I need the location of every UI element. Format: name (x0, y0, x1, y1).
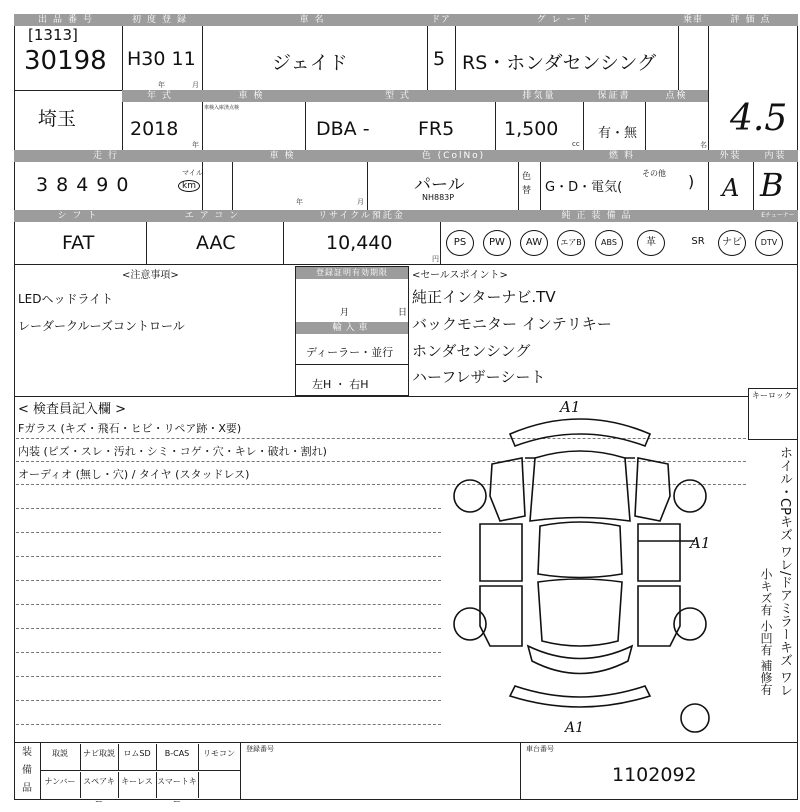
diagram-mark-rear: A1 (565, 720, 585, 736)
inspection-header: 車検 (202, 150, 367, 162)
aircon-header: エアコン (146, 210, 283, 222)
footer-item: スペアキー (80, 772, 119, 798)
model-code-header: 型式 (305, 90, 495, 102)
footer-item: ロムSD (118, 744, 157, 770)
mileage-miles-unit: マイル (182, 169, 203, 177)
reg-deadline-month: 月 (340, 308, 350, 318)
sales-line: 純正インターナビ.TV (412, 288, 556, 306)
key-lock-header: キーロック (752, 391, 792, 400)
doors-header: ドア (427, 14, 455, 26)
equipment-header: 純正装備品 (440, 210, 758, 222)
footer-label: 装備品 (22, 747, 32, 794)
equipment-badge: PW (483, 230, 511, 256)
diagram-mark-side: A1 (690, 534, 711, 552)
fuel-close: ) (688, 172, 695, 191)
seats-header: 乗車 (678, 14, 708, 26)
tv-header: Eチューナー (758, 210, 798, 222)
inspection-month-unit: 月 (357, 198, 364, 206)
car-name-header: 車名 (202, 14, 427, 26)
sales-header: <セールスポイント> (412, 270, 508, 281)
mileage-digit: 3 (36, 174, 57, 196)
displacement-value: 1,500 (504, 118, 559, 140)
sales-line: ホンダセンシング (412, 342, 531, 360)
recycle-unit: 円 (432, 255, 439, 263)
region-value: 埼玉 (38, 108, 77, 130)
exterior-header: 外装 (708, 150, 753, 162)
displacement-unit: cc (572, 140, 580, 148)
fuel-header: 燃料 (540, 150, 708, 162)
footer-item: スマートキー (156, 772, 199, 798)
equipment-badge: ナビ (718, 230, 746, 256)
notes-line: レーダークルーズコントロール (18, 319, 185, 333)
model-year-value: 2018 (130, 118, 179, 140)
equipment-badge: PS (446, 230, 474, 256)
lot-bracket: [1313] (28, 26, 78, 44)
legend-col2: 小キズ有 小凹有 補修有 (759, 568, 773, 696)
first-reg-value: H30 11 (127, 48, 196, 70)
car-damage-diagram (440, 396, 740, 736)
score-value: 4.5 (730, 98, 788, 139)
owners-unit: 名 (700, 141, 707, 149)
import-header: 輸入車 (296, 322, 408, 334)
displacement-header: 排気量 (495, 90, 583, 102)
grade-value: RS・ホンダセンシング (462, 52, 657, 74)
color-code: NH883P (422, 193, 455, 202)
interior-value: B (760, 166, 784, 204)
footer-item: B-CAS (156, 744, 199, 770)
chassis-value: 1102092 (612, 764, 697, 786)
sales-line: ハーフレザーシート (412, 368, 546, 386)
aircon-value: AAC (196, 232, 236, 254)
fuel-value: G・D・電気( (545, 180, 623, 195)
notes-line: LEDヘッドライト (18, 292, 114, 306)
import-handle: 左H ・ 右H (312, 378, 369, 391)
notes-header: <注意事項> (122, 270, 179, 281)
equipment-badge: エアB (557, 230, 585, 256)
legend-col1: ホイル・CPキズ ワレ/ドアミラーキズ ワレ (777, 446, 792, 697)
diagram-mark-front: A1 (560, 398, 581, 416)
cert-sub: 車検入庫済点検 (204, 105, 240, 111)
car-name-value: ジェイド (272, 52, 348, 74)
mileage-digit: 4 (76, 174, 97, 196)
score-header: 評価点 (708, 14, 798, 26)
warranty-value: 有・無 (598, 126, 638, 141)
color-value: パール (414, 175, 465, 195)
color-repaint-label: 色替 (522, 172, 532, 196)
model-year-header: 年式 (122, 90, 202, 102)
mileage-digit: 9 (96, 174, 117, 196)
inspector-line: 内装 (ピズ・スレ・汚れ・シミ・コゲ・穴・キレ・破れ・割れ) (18, 445, 327, 458)
fuel-other: その他 (642, 169, 666, 178)
chassis-label: 車台番号 (526, 745, 554, 753)
recycle-header: リサイクル預託金 (283, 210, 440, 222)
shift-value: FAT (62, 232, 95, 254)
import-value: ディーラー・並行 (306, 346, 394, 359)
footer-item: ナンバー (40, 772, 81, 798)
footer-item: キーレス (118, 772, 157, 798)
footer-item: 取説 (40, 744, 81, 770)
color-header: 色 (ColNo) (367, 150, 540, 162)
inspection-year-unit: 年 (296, 198, 303, 206)
footer-item: リモコン (198, 744, 241, 770)
exterior-value: A (722, 174, 740, 202)
equipment-badge: AW (520, 230, 548, 256)
first-reg-year-unit: 年 (158, 81, 165, 89)
interior-header: 内装 (753, 150, 798, 162)
model-code-prefix: DBA - (316, 118, 370, 140)
reg-deadline-header: 登録証明有効期限 (296, 267, 408, 279)
reg-no-label: 登録番号 (246, 745, 274, 753)
mileage-digit: 8 (56, 174, 77, 196)
inspector-header: < 検査員記入欄 > (18, 402, 127, 417)
recycle-value: 10,440 (326, 232, 393, 254)
mileage-header: 走行 (14, 150, 202, 162)
inspector-line: オーディオ (無し・穴) / タイヤ (スタッドレス) (18, 468, 250, 481)
sales-line: バックモニター インテリキー (412, 315, 612, 333)
footer-item: ナビ取説 (80, 744, 119, 770)
equipment-badge: DTV (755, 230, 783, 256)
equipment-badge: ABS (595, 230, 623, 256)
inspector-line: Fガラス (キズ・飛石・ヒビ・リペア跡・X要) (18, 422, 242, 435)
equipment-badge: SR (691, 236, 705, 247)
first-reg-month-unit: 月 (192, 81, 199, 89)
grade-header: グレード (455, 14, 678, 26)
equipment-badge: 革 (637, 230, 665, 256)
doors-value: 5 (433, 48, 446, 70)
cert-header: 車検 (202, 90, 305, 102)
lot-header: 出品番号 (14, 14, 122, 26)
first-reg-header: 初度登録 (122, 14, 202, 26)
lot-number: 30198 (24, 46, 107, 76)
reg-deadline-day: 日 (398, 308, 408, 318)
mileage-digits (36, 174, 136, 196)
owners-header: 点検 (645, 90, 708, 102)
warranty-header: 保証書 (583, 90, 645, 102)
model-code-value: FR5 (418, 118, 455, 140)
shift-header: シフト (14, 210, 146, 222)
mileage-km-unit: km (178, 180, 200, 192)
mileage-digit: 0 (116, 174, 137, 196)
model-year-unit: 年 (192, 141, 199, 149)
